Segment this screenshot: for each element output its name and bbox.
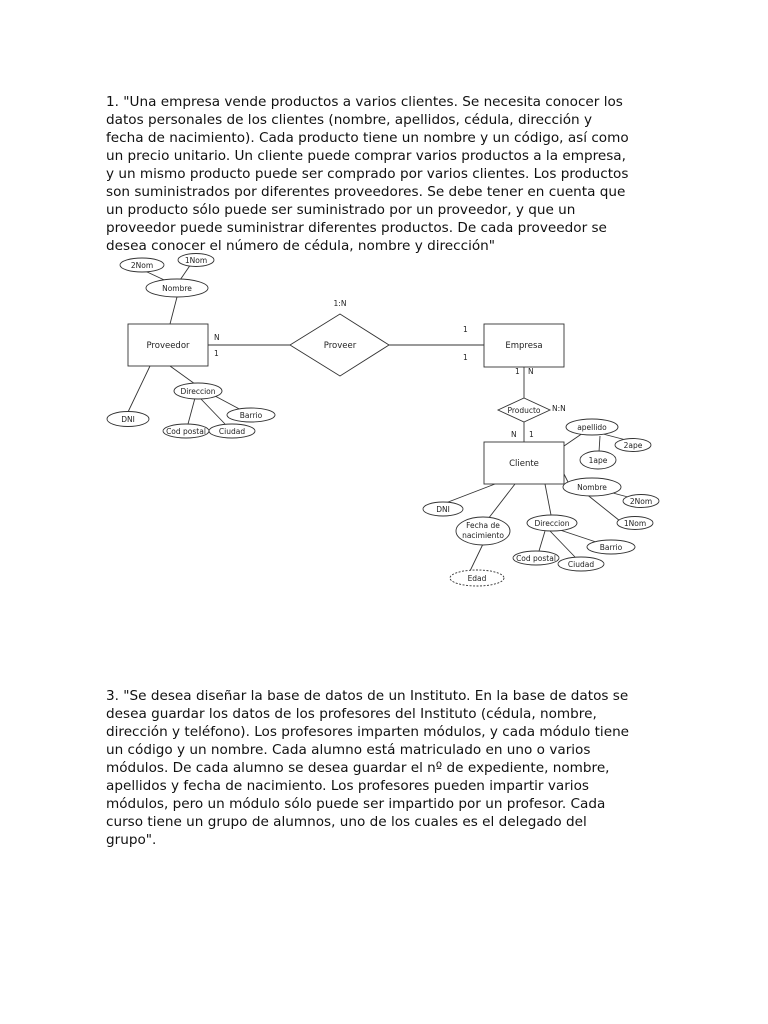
exercise-1-line: son suministrados por diferentes proveedores. Se debe tener en cuenta que	[106, 184, 626, 200]
cardinality-proveer-ratio: 1:N	[333, 299, 347, 308]
attr-cli-nacimiento-label: nacimiento	[462, 531, 504, 540]
attr-prov-2nom-label: 2Nom	[130, 261, 154, 270]
exercise-1-line: y un mismo producto puede ser comprado por varios clientes. Los productos	[106, 166, 629, 182]
attr-cli-1ape-label: 1ape	[588, 456, 608, 465]
exercise-3-line: módulos. De cada alumno se desea guardar el nº de expediente, nombre,	[106, 760, 610, 776]
attr-cli-fecha-label: Fecha de	[466, 521, 500, 530]
attr-cli-dni-label: DNI	[436, 505, 450, 514]
exercise-3-line: grupo".	[106, 832, 157, 848]
attr-prov-nombre-label: Nombre	[162, 284, 192, 293]
attr-prov-direccion-label: Direccion	[180, 387, 216, 396]
exercise-1-line: proveedor puede suministrar diferentes productos. De cada proveedor se	[106, 220, 607, 236]
cardinality-emp-1c: 1	[515, 367, 520, 376]
attr-cli-2nom-label: 2Nom	[629, 497, 653, 506]
attr-cli-1nom-label: 1Nom	[623, 519, 647, 528]
entity-proveedor-label: Proveedor	[146, 341, 190, 351]
cardinality-emp-n: N	[528, 367, 534, 376]
exercise-1-line: fecha de nacimiento). Cada producto tiene un nombre y un código, así como	[106, 130, 629, 146]
exercise-3-line: módulos, pero un módulo sólo puede ser impartido por un profesor. Cada	[106, 796, 606, 812]
cardinality-emp-1b: 1	[463, 353, 468, 362]
cardinality-emp-1a: 1	[463, 325, 468, 334]
relation-proveer-label: Proveer	[323, 341, 357, 351]
attr-cli-2ape-label: 2ape	[623, 441, 643, 450]
attr-prov-1nom-label: 1Nom	[184, 256, 208, 265]
exercise-1-line: datos personales de los clientes (nombre, apellidos, cédula, dirección y	[106, 112, 593, 128]
exercise-3-line: apellidos y fecha de nacimiento. Los profesores pueden impartir varios	[106, 778, 589, 794]
attr-cli-nombre-label: Nombre	[577, 483, 607, 492]
cardinality-cli-n: N	[511, 430, 517, 439]
relation-producto-label: Producto	[507, 406, 541, 415]
attr-prov-ciudad-label: Ciudad	[218, 427, 246, 436]
exercise-1-line: un producto sólo puede ser suministrado por un proveedor, y que un	[106, 202, 576, 218]
attr-cli-apellido-label: apellido	[577, 423, 607, 432]
exercise-3-line: 3. "Se desea diseñar la base de datos de un Instituto. En la base de datos se	[106, 688, 629, 704]
entity-empresa-label: Empresa	[505, 341, 543, 351]
attr-cli-codpostal-label: Cod postal	[516, 554, 556, 563]
attr-cli-barrio-label: Barrio	[599, 543, 623, 552]
attr-prov-dni-label: DNI	[121, 415, 135, 424]
exercise-3-text	[106, 687, 630, 849]
exercise-1-line: desea conocer el número de cédula, nombre y dirección"	[106, 238, 496, 254]
exercise-3-line: curso tiene un grupo de alumnos, uno de los cuales es el delegado del	[106, 814, 587, 830]
exercise-3-line: dirección y teléfono). Los profesores imparten módulos, y cada módulo tiene	[106, 724, 630, 740]
exercise-1-line: un precio unitario. Un cliente puede comprar varios productos a la empresa,	[106, 148, 626, 164]
attr-cli-ciudad-label: Ciudad	[567, 560, 595, 569]
attr-cli-direccion-label: Direccion	[534, 519, 570, 528]
cardinality-cli-1: 1	[529, 430, 534, 439]
cardinality-prov-n: N	[214, 333, 220, 342]
cardinality-prov-1: 1	[214, 349, 219, 358]
cardinality-producto-ratio: N:N	[552, 404, 566, 413]
attr-prov-codpostal-label: Cod postal	[166, 427, 206, 436]
attr-cli-edad-label: Edad	[467, 574, 487, 583]
attr-prov-barrio-label: Barrio	[239, 411, 263, 420]
entity-cliente-label: Cliente	[509, 459, 539, 469]
exercise-3-line: un código y un nombre. Cada alumno está matriculado en uno o varios	[106, 742, 591, 758]
exercise-3-line: desea guardar los datos de los profesores del Instituto (cédula, nombre,	[106, 706, 597, 722]
exercise-1-line: 1. "Una empresa vende productos a varios clientes. Se necesita conocer los	[106, 94, 623, 110]
